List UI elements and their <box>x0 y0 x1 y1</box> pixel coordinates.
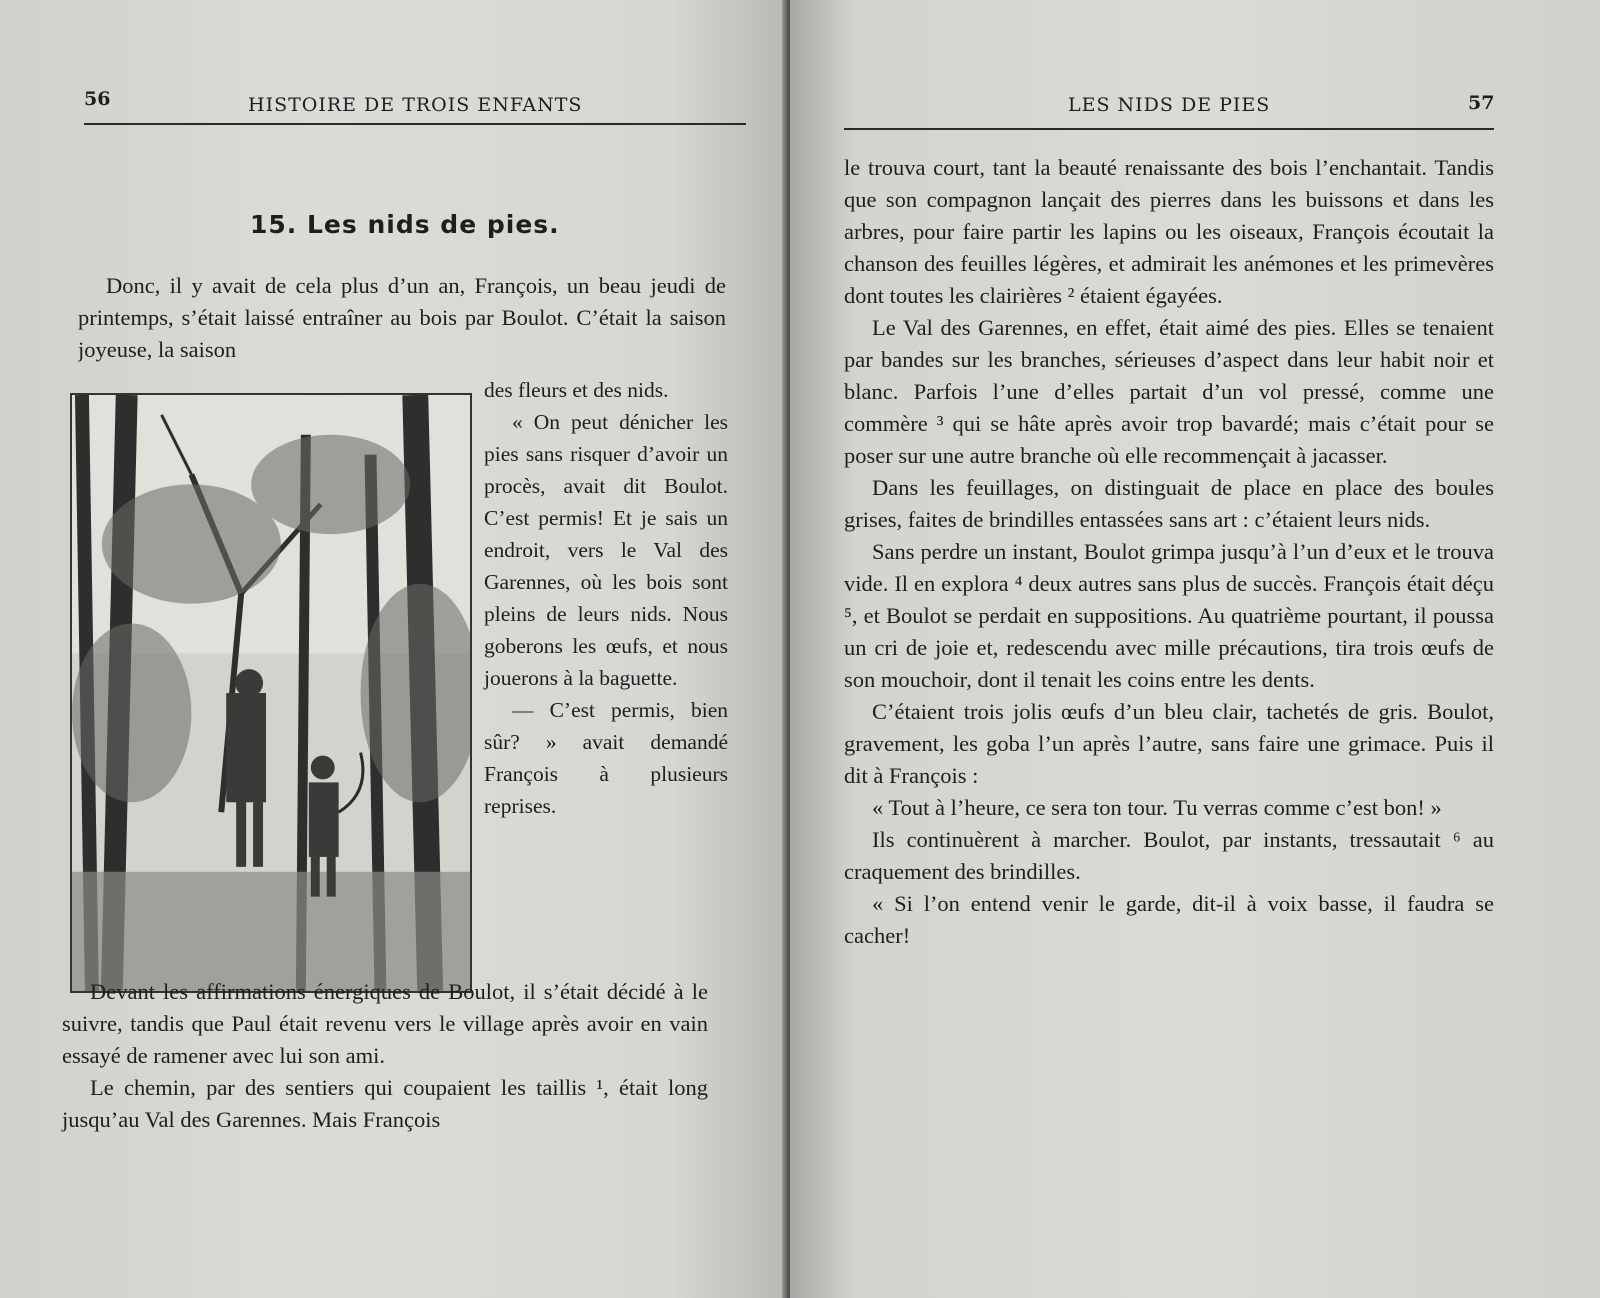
left-lower-column <box>62 976 708 1136</box>
forest-scene-icon <box>72 395 470 991</box>
chapter-title: 15. Les nids de pies. <box>250 210 560 239</box>
paragraph: C’étaient trois jolis œufs d’un bleu clair, tachetés de gris. Boulot, gravement, les goba l’un après l’autre, sans faire une grimace. Puis il dit à François : <box>844 699 1494 788</box>
page-number-right: 57 <box>1468 92 1495 114</box>
woodland-illustration <box>70 393 472 993</box>
left-text-column <box>78 270 726 366</box>
left-wrap-column <box>484 374 728 822</box>
left-page <box>0 0 790 1298</box>
paragraph: « Si l’on entend venir le garde, dit-il à voix basse, il faudra se cacher! <box>844 891 1494 948</box>
header-rule-left <box>84 123 746 125</box>
paragraph: « On peut dénicher les pies sans risquer d’avoir un procès, avait dit Boulot. C’est permis! Et je sais un endroit, vers le Val des Garennes, où les bois sont pleins de leurs nids. Nous goberons les œufs, et nous jouerons à la baguette. <box>484 410 728 690</box>
paragraph: Ils continuèrent à marcher. Boulot, par instants, tressautait ⁶ au craquement des brindilles. <box>844 827 1494 884</box>
right-page <box>790 0 1600 1298</box>
paragraph: Le Val des Garennes, en effet, était aimé des pies. Elles se tenaient par bandes sur les branches, sérieuses d’aspect dans leur habit noir et blanc. Parfois l’une d’elles partait d’un vol pressé, comme une commère ³ qui se hâte après avoir trop bavardé; mais c’était pour se poser sur une autre branche où elle recommençait à jacasser. <box>844 315 1494 468</box>
paragraph: « Tout à l’heure, ce sera ton tour. Tu verras comme c’est bon! » <box>872 795 1442 820</box>
paragraph: Dans les feuillages, on distinguait de place en place des boules grises, faites de brindilles entassées sans art : c’étaient leurs nids. <box>844 475 1494 532</box>
paragraph: — C’est permis, bien sûr? » avait demandé François à plusieurs reprises. <box>484 698 728 818</box>
paragraph: Donc, il y avait de cela plus d’un an, François, un beau jeudi de printemps, s’était laissé entraîner au bois par Boulot. C’était la saison joyeuse, la saison <box>78 273 726 362</box>
paragraph: Le chemin, par des sentiers qui coupaient les taillis ¹, était long jusqu’au Val des Garennes. Mais François <box>62 1075 708 1132</box>
right-text-column <box>844 152 1494 952</box>
running-head-right: LES NIDS DE PIES <box>1068 94 1271 116</box>
paragraph: Sans perdre un instant, Boulot grimpa jusqu’à l’un d’eux et le trouva vide. Il en explora ⁴ deux autres sans plus de succès. François était déçu ⁵, et Boulot se perdait en suppositions. Au quatrième pourtant, il poussa un cri de joie et, redescendu avec mille précautions, tira trois œufs de son mouchoir, dont il tenait les coins entre les dents. <box>844 539 1494 692</box>
running-head-left: HISTOIRE DE TROIS ENFANTS <box>248 94 583 116</box>
paragraph-cont: des fleurs et des nids. <box>484 378 669 402</box>
paragraph: le trouva court, tant la beauté renaissante des bois l’enchantait. Tandis que son compagnon lançait des pierres dans les buissons et dans les arbres, pour faire partir les lapins ou les oiseaux, François écoutait la chanson des feuilles légères, et admirait les anémones et les primevères dont toutes les clairières ² étaient égayées. <box>844 155 1494 308</box>
page-number-left: 56 <box>84 88 111 110</box>
paragraph: Devant les affirmations énergiques de Boulot, il s’était décidé à le suivre, tandis que Paul était revenu vers le village après avoir en vain essayé de ramener avec lui son ami. <box>62 979 708 1068</box>
header-rule-right <box>844 128 1494 130</box>
